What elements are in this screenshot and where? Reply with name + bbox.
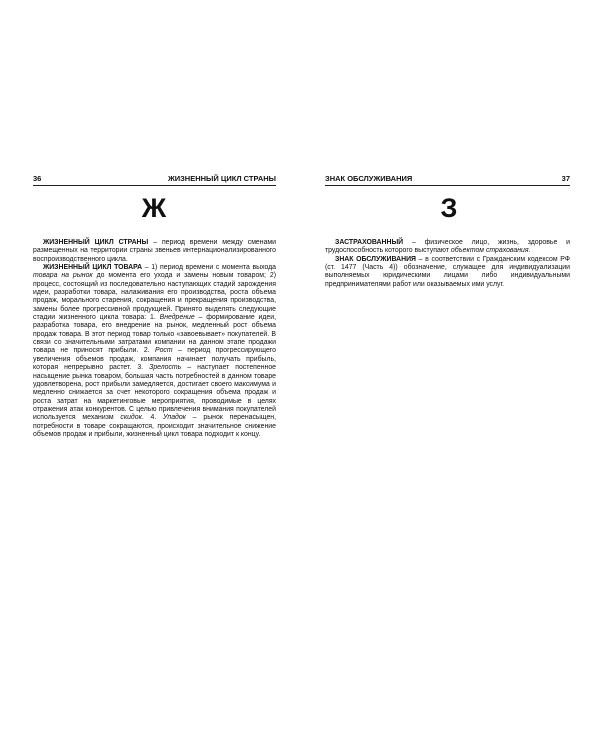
entry-emphasis: Зрелость bbox=[149, 364, 182, 372]
entry-term: ЖИЗНЕННЫЙ ЦИКЛ ТОВАРА bbox=[43, 264, 143, 272]
left-section-letter: Ж bbox=[141, 193, 167, 223]
right-running-head bbox=[325, 170, 570, 186]
left-running-title: ЖИЗНЕННЫЙ ЦИКЛ СТРАНЫ bbox=[167, 174, 276, 183]
entry-text: – период времени между сменами размещенных на территории страны звеньев интернационализированного воспроизводственного цикла. bbox=[33, 239, 276, 263]
entry-text: – формирование идеи, разработка товара, его внедрение на рынок, медленный рост объема продаж товара. В этот период товар только «завоевывает» покупателей. В связи со значительными затратами компании на данном этапе продажи товара не приносят прибыли. 2. bbox=[33, 314, 276, 355]
entry-emphasis: объектом страхования bbox=[450, 247, 529, 255]
dictionary-entry bbox=[33, 264, 276, 439]
entry-text: – рынок перенасыщен, потребности в товаре сокращаются, происходит значительное снижение объемов продаж и прибыли, жизненный цикл товара подходит к концу. bbox=[33, 414, 276, 438]
entry-emphasis: товара на рынок bbox=[33, 272, 93, 280]
left-running-head bbox=[33, 170, 276, 186]
dictionary-entry bbox=[325, 256, 570, 289]
entry-term: ЗАСТРАХОВАННЫЙ bbox=[335, 239, 404, 246]
entry-text: – в соответствии с Гражданским кодексом РФ (ст. 1477 (Часть 4)) обозначение, служащее для индивидуализации выполняемых юридическими лицами либо индивидуальными предпринимателями работ или оказываемых ими услуг. bbox=[325, 255, 570, 288]
entry-text: – период прогрессирующего увеличения объемов продаж, компания начинает получать прибыль, которая непрерывно растет. 3. bbox=[33, 347, 276, 372]
entry-term: ЗНАК ОБСЛУЖИВАНИЯ bbox=[335, 255, 416, 263]
right-page-number: 37 bbox=[561, 174, 570, 183]
entry-emphasis: скидок bbox=[120, 414, 142, 422]
entry-term: ЖИЗНЕННЫЙ ЦИКЛ СТРАНЫ bbox=[43, 239, 149, 246]
entry-text: – наступает постепенное насыщение рынка товаром, большая часть потребностей в данном товаре удовлетворена, рост прибыли замедляется, достигает своего максимума и медленно снижается за счет некоторого сокращения объема продаж и роста затрат на маркетинговые мероприятия, проводимые в целях отражения атак конкурентов. С целью привлечения внимания покупателей используется механизм bbox=[33, 364, 277, 422]
dictionary-entry bbox=[325, 239, 570, 256]
entry-emphasis: Рост bbox=[155, 347, 173, 355]
right-page bbox=[300, 0, 600, 750]
entry-emphasis: Внедрение bbox=[159, 314, 195, 322]
dictionary-entry bbox=[33, 239, 276, 264]
entry-text: . 4. bbox=[141, 414, 164, 422]
entry-text: . bbox=[528, 247, 531, 255]
entry-text: – 1) период времени с момента выхода bbox=[142, 264, 276, 272]
entry-text: до момента его ухода и замены новым товаром; 2) процесс, состоящий из последовательно наступающих стадий зарождения идеи, разработки товара, налаживания его производства, роста объема продаж, морального старения, сокращения и прекращения производства, замены более прогрессивной продукцией. Принято выделять следующие стадии жизненного цикла товара: 1. bbox=[33, 272, 276, 322]
entry-text: – физическое лицо, жизнь, здоровье и трудоспособность которого выступают bbox=[325, 239, 570, 255]
left-page-number: 36 bbox=[33, 174, 42, 183]
right-page-text bbox=[325, 239, 570, 289]
right-section-letter: З bbox=[440, 193, 458, 223]
entry-emphasis: Упадок bbox=[163, 414, 186, 422]
left-page-text bbox=[33, 239, 276, 439]
right-running-title: ЗНАК ОБСЛУЖИВАНИЯ bbox=[325, 174, 413, 183]
